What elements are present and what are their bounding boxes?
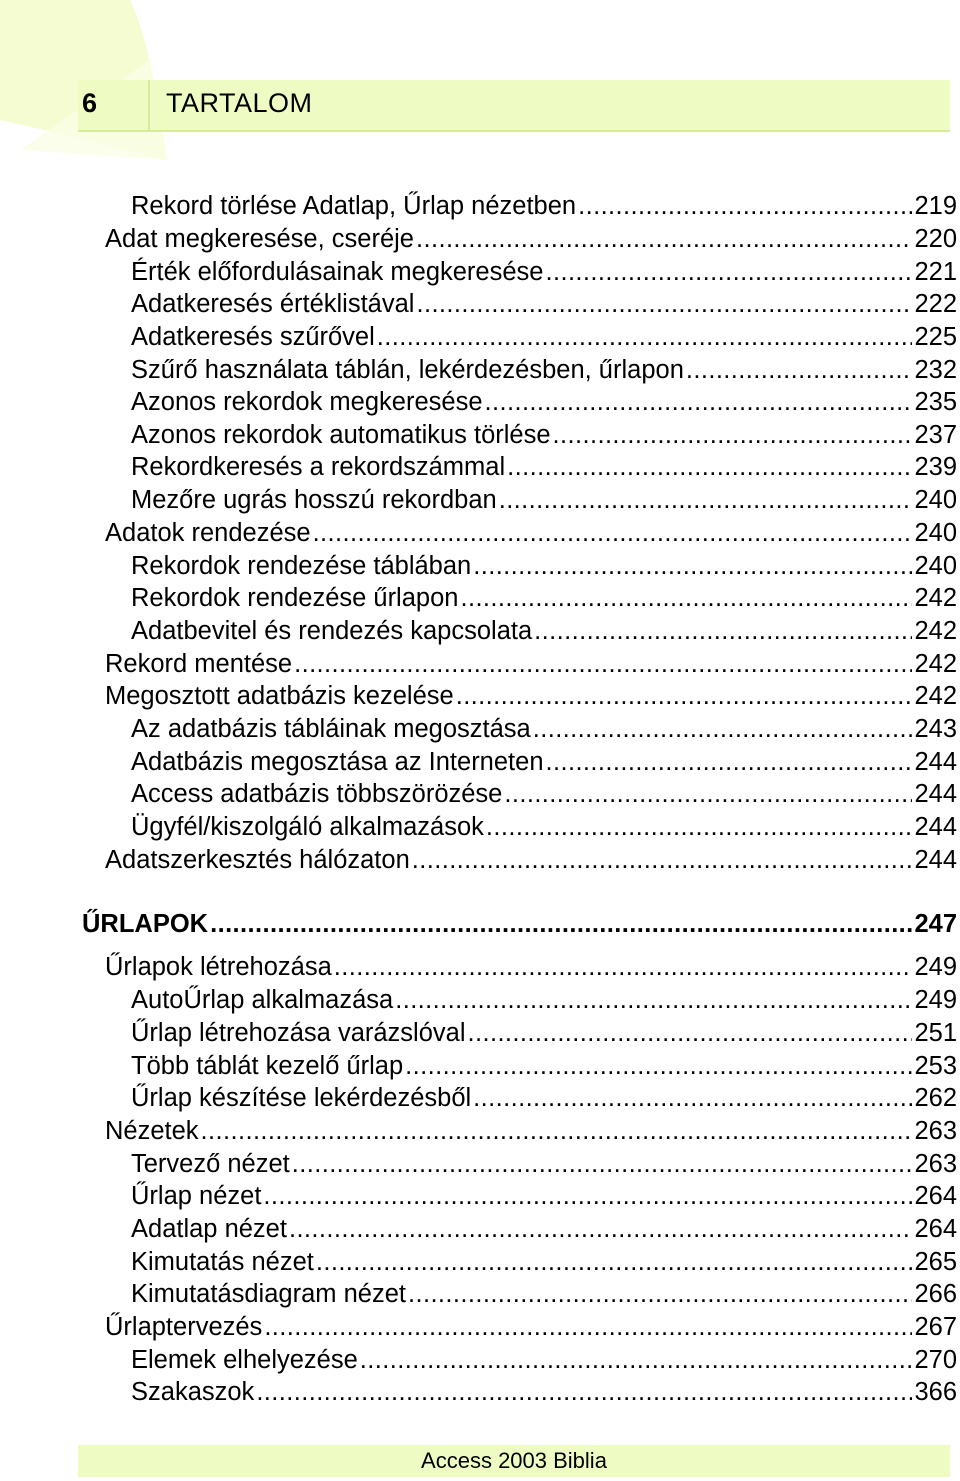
- toc-page-number: 267: [914, 1313, 957, 1341]
- toc-dot-leader: [316, 1246, 913, 1278]
- toc-entry[interactable]: [131, 811, 957, 843]
- toc-entry-title: Azonos rekordok megkeresése: [131, 388, 483, 416]
- toc-entry-title: Rekord mentése: [105, 650, 293, 678]
- toc-dot-leader: [313, 517, 913, 549]
- toc-entry[interactable]: [105, 1115, 957, 1147]
- toc-page-number: 244: [914, 846, 957, 874]
- toc-page-number: 263: [914, 1117, 957, 1145]
- toc-page-number: 270: [914, 1346, 957, 1374]
- toc-entry-title: Ügyfél/kiszolgáló alkalmazások: [131, 813, 484, 841]
- toc-dot-leader: [412, 844, 913, 876]
- toc-page-number: 243: [914, 715, 957, 743]
- toc-dot-leader: [507, 451, 912, 483]
- toc-entry[interactable]: [131, 419, 957, 451]
- toc-dot-leader: [416, 223, 912, 255]
- toc-dot-leader: [533, 713, 913, 745]
- toc-dot-leader: [264, 1311, 912, 1343]
- toc-entry[interactable]: [131, 321, 957, 353]
- toc-dot-leader: [405, 1050, 912, 1082]
- toc-entry-title: Rekord törlése Adatlap, Űrlap nézetben: [131, 192, 577, 220]
- toc-entry-title: Nézetek: [105, 1117, 199, 1145]
- footer-title: Access 2003 Biblia: [421, 1448, 607, 1473]
- toc-entry-title: Elemek elhelyezése: [131, 1346, 358, 1374]
- toc-page-number: 219: [914, 192, 957, 220]
- toc-entry[interactable]: [131, 1180, 957, 1212]
- toc-entry-title: Megosztott adatbázis kezelése: [105, 682, 454, 710]
- toc-dot-leader: [546, 746, 913, 778]
- toc-page-number: 242: [914, 617, 957, 645]
- toc-entry[interactable]: [105, 951, 957, 983]
- toc-entry[interactable]: [131, 451, 957, 483]
- toc-dot-leader: [334, 951, 913, 983]
- toc-entry-title: ŰRLAPOK: [82, 910, 209, 938]
- toc-entry-title: Azonos rekordok automatikus törlése: [131, 421, 551, 449]
- toc-entry[interactable]: [131, 1050, 957, 1082]
- toc-dot-leader: [460, 582, 912, 614]
- toc-entry-title: Adatok rendezése: [105, 519, 311, 547]
- toc-page-number: 253: [914, 1052, 957, 1080]
- toc-entry-title: Adat megkeresése, cseréje: [105, 225, 414, 253]
- page-title: TARTALOM: [166, 88, 313, 118]
- toc-dot-leader: [486, 811, 913, 843]
- toc-entry[interactable]: [131, 582, 957, 614]
- toc-entry-title: Adatszerkesztés hálózaton: [105, 846, 410, 874]
- toc-page-number: 263: [914, 1150, 957, 1178]
- toc-dot-leader: [377, 321, 913, 353]
- toc-dot-leader: [201, 1115, 913, 1147]
- toc-page-number: 242: [914, 650, 957, 678]
- toc-entry-title: Több táblát kezelő űrlap: [131, 1052, 404, 1080]
- toc-entry-title: Rekordkeresés a rekordszámmal: [131, 453, 506, 481]
- toc-dot-leader: [416, 288, 912, 320]
- toc-entry-title: Rekordok rendezése űrlapon: [131, 584, 459, 612]
- toc-page-number: 244: [914, 813, 957, 841]
- toc-entry[interactable]: [105, 517, 957, 549]
- toc-page-number: 232: [914, 356, 957, 384]
- toc-entry-title: Mezőre ugrás hosszú rekordban: [131, 486, 497, 514]
- toc-page-number: 235: [914, 388, 957, 416]
- toc-entry[interactable]: [131, 1082, 957, 1114]
- toc-entry-title: Szakaszok: [131, 1378, 255, 1406]
- toc-entry[interactable]: [131, 746, 957, 778]
- toc-page-number: 244: [914, 780, 957, 808]
- toc-dot-leader: [578, 190, 912, 222]
- toc-entry-title: Szűrő használata táblán, lekérdezésben, űrlapon: [131, 356, 684, 384]
- toc-entry-title: Tervező nézet: [131, 1150, 290, 1178]
- toc-page-number: 247: [914, 910, 957, 938]
- toc-entry[interactable]: [131, 1246, 957, 1278]
- toc-entry[interactable]: [131, 1017, 957, 1049]
- toc-entry-title: Adatbázis megosztása az Interneten: [131, 748, 544, 776]
- toc-page-number: 242: [914, 584, 957, 612]
- toc-page-number: 265: [914, 1248, 957, 1276]
- toc-dot-leader: [534, 615, 912, 647]
- toc-dot-leader: [408, 1278, 912, 1310]
- toc-entry-title: Űrlap nézet: [131, 1182, 262, 1210]
- toc-entry[interactable]: [131, 1148, 957, 1180]
- toc-dot-leader: [485, 386, 913, 418]
- toc-entry[interactable]: [131, 1376, 957, 1408]
- toc-dot-leader: [473, 1082, 912, 1114]
- toc-dot-leader: [473, 550, 912, 582]
- toc-entry-title: Access adatbázis többszörözése: [131, 780, 503, 808]
- toc-dot-leader: [210, 908, 912, 940]
- toc-entry[interactable]: [131, 984, 957, 1016]
- toc-dot-leader: [263, 1180, 912, 1212]
- toc-entry-title: Űrlap készítése lekérdezésből: [131, 1084, 472, 1112]
- toc-page-number: 240: [914, 486, 957, 514]
- toc-page-number: 262: [914, 1084, 957, 1112]
- toc-page-number: 249: [914, 953, 957, 981]
- toc-page-number: 249: [914, 986, 957, 1014]
- toc-page-number: 239: [914, 453, 957, 481]
- toc-entry-title: Adatbevitel és rendezés kapcsolata: [131, 617, 533, 645]
- toc-page-number: 221: [914, 258, 957, 286]
- toc-chapter-entry[interactable]: [82, 908, 957, 940]
- toc-entry[interactable]: [131, 778, 957, 810]
- toc-page-number: 220: [914, 225, 957, 253]
- toc-dot-leader: [499, 484, 913, 516]
- toc-page-number: 264: [914, 1215, 957, 1243]
- toc-entry[interactable]: [131, 288, 957, 320]
- toc-dot-leader: [456, 680, 913, 712]
- toc-entry-title: Űrlap létrehozása varázslóval: [131, 1019, 466, 1047]
- toc-entry[interactable]: [105, 1311, 957, 1343]
- toc-page-number: 264: [914, 1182, 957, 1210]
- toc-page-number: 366: [914, 1378, 957, 1406]
- toc-page-number: 240: [914, 519, 957, 547]
- chapter-number: 6: [82, 88, 98, 118]
- toc-dot-leader: [553, 419, 913, 451]
- toc-entry[interactable]: [131, 256, 957, 288]
- toc-entry[interactable]: [105, 223, 957, 255]
- toc-page-number: 266: [914, 1280, 957, 1308]
- toc-dot-leader: [292, 1148, 913, 1180]
- toc-page-number: 251: [914, 1019, 957, 1047]
- toc-entry-title: Adatkeresés értéklistával: [131, 290, 415, 318]
- toc-dot-leader: [468, 1017, 913, 1049]
- toc-entry-title: Űrlapok létrehozása: [105, 953, 332, 981]
- toc-page-number: 237: [914, 421, 957, 449]
- toc-page-number: 225: [914, 323, 957, 351]
- toc-dot-leader: [545, 256, 912, 288]
- toc-dot-leader: [294, 648, 912, 680]
- toc-entry-title: Kimutatásdiagram nézet: [131, 1280, 406, 1308]
- toc-entry-title: Adatkeresés szűrővel: [131, 323, 375, 351]
- toc-entry[interactable]: [105, 680, 957, 712]
- toc-entry[interactable]: [131, 713, 957, 745]
- toc-dot-leader: [395, 984, 912, 1016]
- toc-page-number: 244: [914, 748, 957, 776]
- toc-entry-title: Érték előfordulásainak megkeresése: [131, 258, 544, 286]
- toc-entry[interactable]: [105, 648, 957, 680]
- toc-page-number: 242: [914, 682, 957, 710]
- toc-entry-title: Rekordok rendezése táblában: [131, 552, 472, 580]
- toc-entry[interactable]: [105, 844, 957, 876]
- toc-page-number: 222: [914, 290, 957, 318]
- toc-page-number: 240: [914, 552, 957, 580]
- toc-entry[interactable]: [131, 386, 957, 418]
- toc-entry-title: Űrlaptervezés: [105, 1313, 263, 1341]
- toc-dot-leader: [289, 1213, 913, 1245]
- toc-entry-title: Kimutatás nézet: [131, 1248, 314, 1276]
- toc-entry-title: Az adatbázis tábláinak megosztása: [131, 715, 531, 743]
- toc-entry-title: AutoŰrlap alkalmazása: [131, 986, 394, 1014]
- toc-dot-leader: [504, 778, 912, 810]
- toc-entry[interactable]: [131, 484, 957, 516]
- toc-dot-leader: [686, 354, 913, 386]
- toc-entry[interactable]: [131, 354, 957, 386]
- toc-dot-leader: [360, 1344, 913, 1376]
- toc-entry[interactable]: [131, 550, 957, 582]
- toc-entry[interactable]: [131, 190, 957, 222]
- toc-entry-title: Adatlap nézet: [131, 1215, 287, 1243]
- toc-entry[interactable]: [131, 1344, 957, 1376]
- toc-dot-leader: [256, 1376, 912, 1408]
- toc-entry[interactable]: [131, 1213, 957, 1245]
- toc-entry[interactable]: [131, 1278, 957, 1310]
- toc-entry[interactable]: [131, 615, 957, 647]
- header-divider: [148, 80, 150, 130]
